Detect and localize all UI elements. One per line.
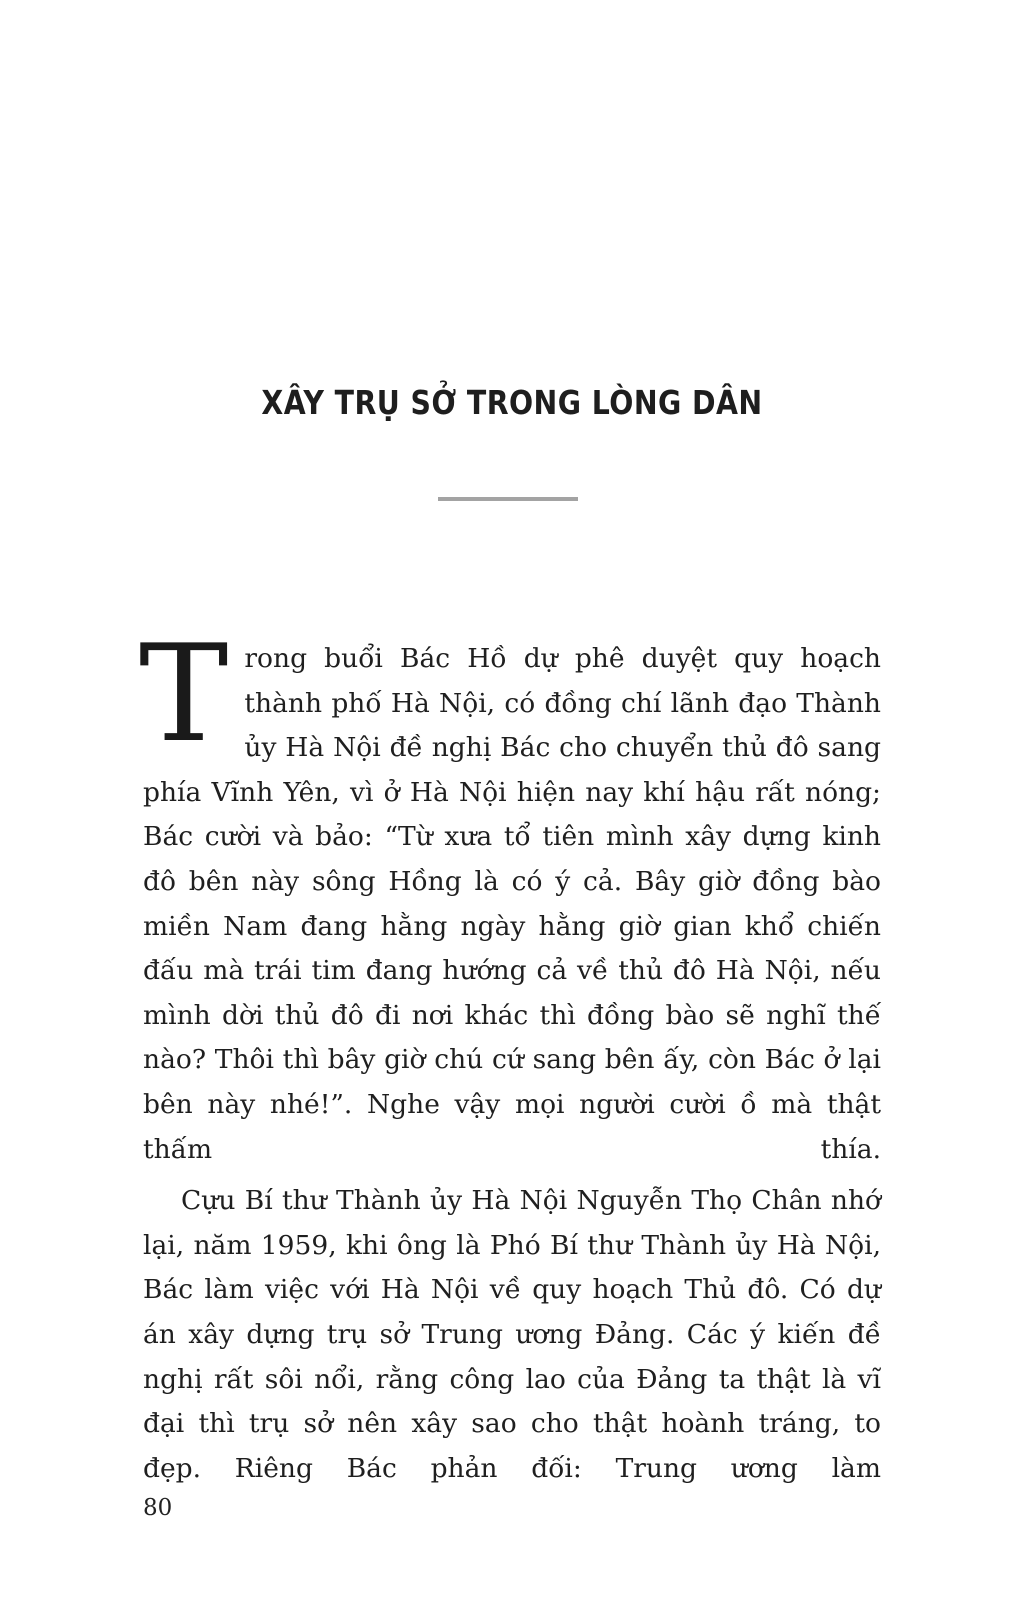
chapter-title: XÂY TRỤ SỞ TRONG LÒNG DÂN xyxy=(261,383,763,422)
body-text xyxy=(139,616,881,1491)
paragraph xyxy=(139,616,881,1172)
page-number: 80 xyxy=(143,1495,173,1521)
paragraph xyxy=(143,1179,881,1491)
paragraph-text: rong buổi Bác Hồ dự phê duyệt quy hoạch thành phố Hà Nội, có đồng chí lãnh đạo Thành ủy Hà Nội đề nghị Bác cho chuyển thủ đô sang phía Vĩnh Yên, vì ở Hà Nội hiện nay khí hậu rất nóng; Bác cười và bảo: “Từ xưa tổ tiên mình xây dựng kinh đô bên này sông Hồng là có ý cả. Bây giờ đồng bào miền Nam đang hằng ngày hằng giờ gian khổ chiến đấu mà trái tim đang hướng cả về thủ đô Hà Nội, nếu mình dời thủ đô đi nơi khác thì đồng bào sẽ nghĩ thế nào? Thôi thì bây giờ chú cứ sang bên ấy, còn Bác ở lại bên này nhé!”. Nghe vậy mọi người cười ồ mà thật thấm thía. xyxy=(143,643,881,1165)
title-divider xyxy=(438,497,578,501)
paragraph-text: Cựu Bí thư Thành ủy Hà Nội Nguyễn Thọ Chân nhớ lại, năm 1959, khi ông là Phó Bí thư Thành ủy Hà Nội, Bác làm việc với Hà Nội về quy hoạch Thủ đô. Có dự án xây dựng trụ sở Trung ương Đảng. Các ý kiến đề nghị rất sôi nổi, rằng công lao của Đảng ta thật là vĩ đại thì trụ sở nên xây sao cho thật hoành tráng, to đẹp. Riêng Bác phản đối: Trung ương làm xyxy=(143,1185,881,1484)
drop-cap: T xyxy=(139,616,229,772)
